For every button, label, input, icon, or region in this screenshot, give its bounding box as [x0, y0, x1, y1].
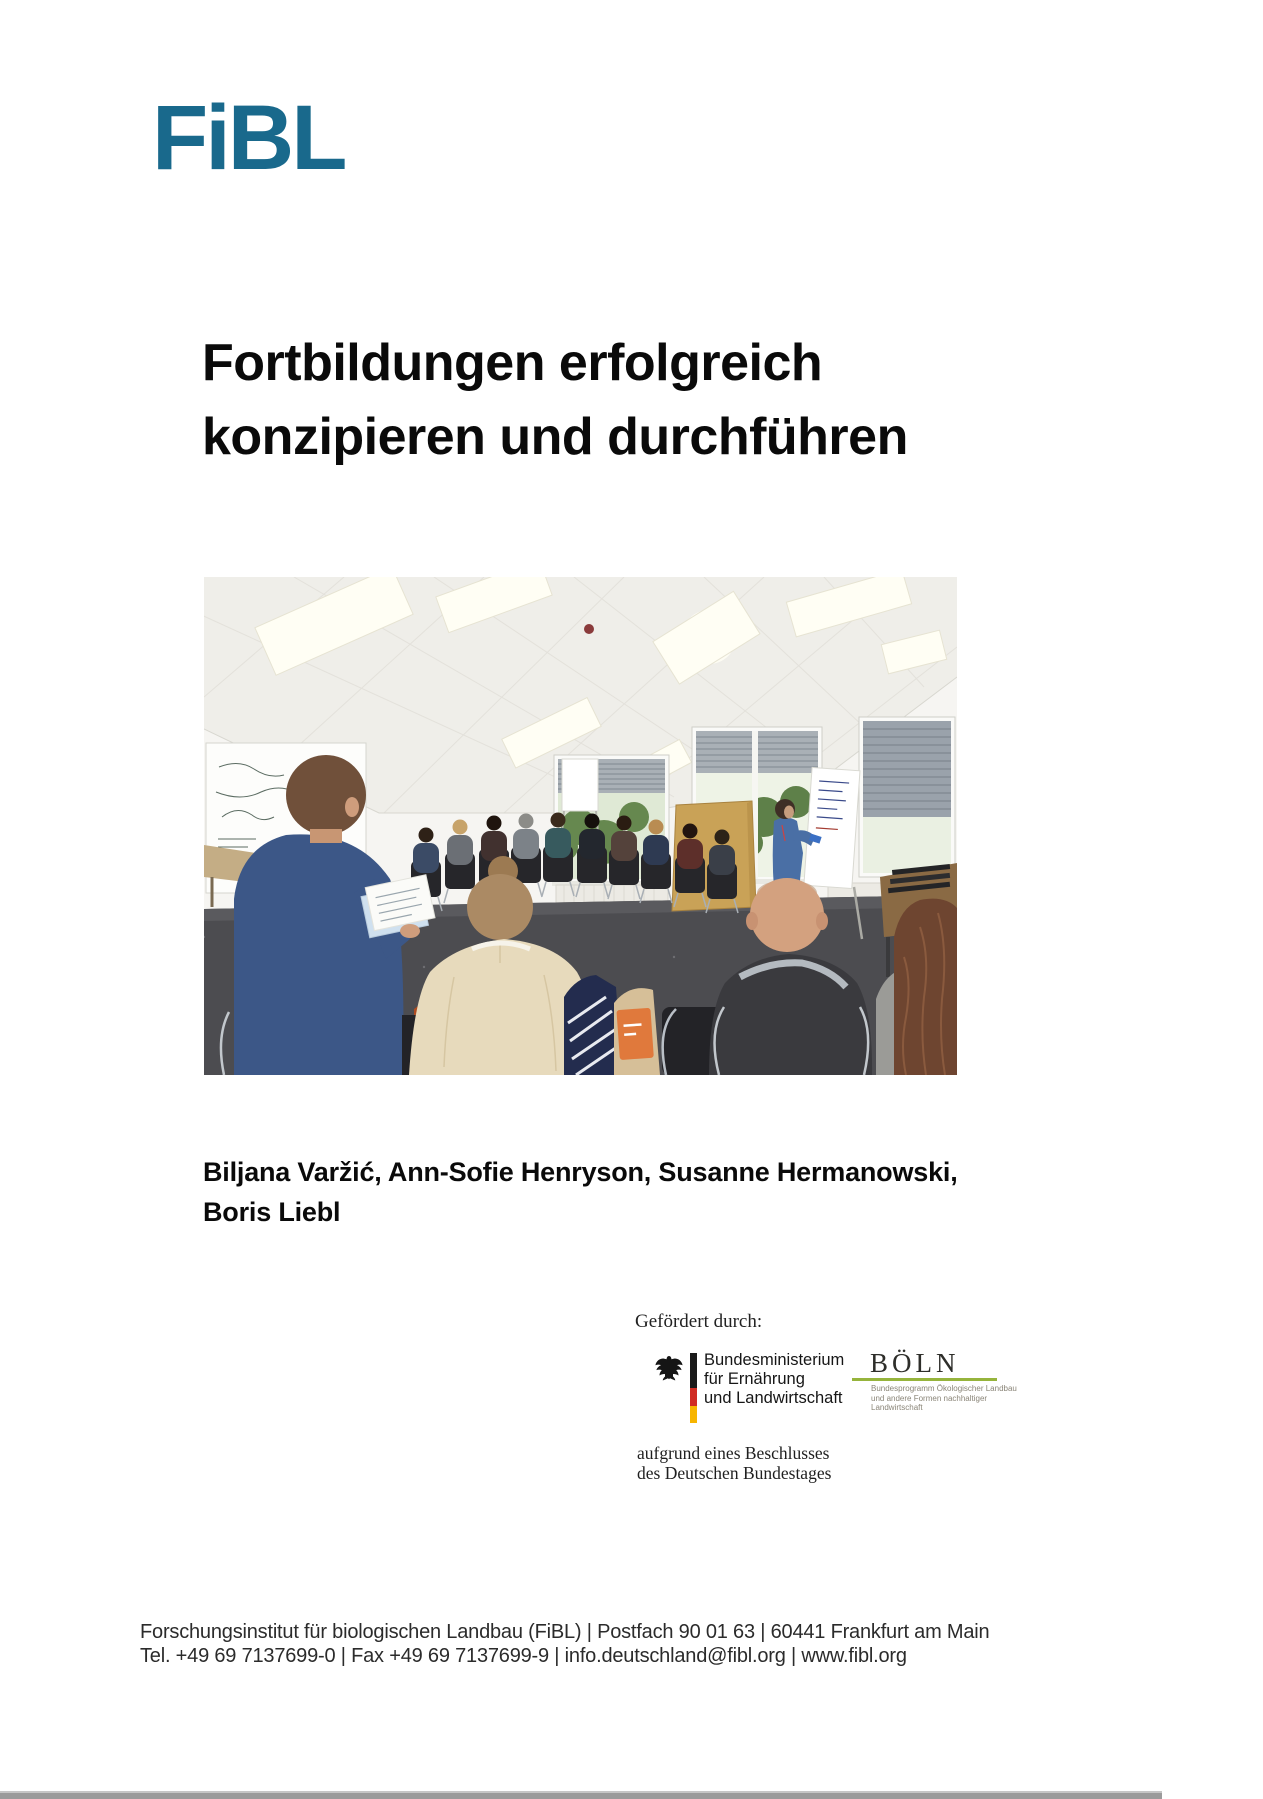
funding-heading: Gefördert durch: — [635, 1311, 763, 1332]
funding-note-line-1: aufgrund eines Beschlusses — [637, 1443, 830, 1463]
german-flag-stripe — [690, 1353, 697, 1423]
boeln-green-rule — [852, 1378, 997, 1381]
authors-line-1: Biljana Varžić, Ann-Sofie Henryson, Susanne Hermanowski, — [203, 1157, 958, 1187]
authors — [203, 1152, 958, 1232]
title-line-2: konzipieren und durchführen — [202, 408, 908, 466]
funding-note — [637, 1444, 831, 1483]
bmel-name-line-1: Bundesministerium — [704, 1351, 845, 1369]
footer-line-2: Tel. +49 69 7137699-0 | Fax +49 69 7137699-9 | info.deutschland@fibl.org | www.fibl.org — [140, 1645, 907, 1667]
boeln-subtitle-line-3: Landwirtschaft — [871, 1403, 923, 1412]
bmel-name-line-2: für Ernährung — [704, 1370, 805, 1388]
boeln-subtitle-line-2: und andere Formen nachhaltiger — [871, 1393, 988, 1403]
boeln-acronym: BÖLN — [870, 1348, 960, 1378]
footer-contact — [140, 1620, 989, 1668]
boeln-subtitle — [871, 1384, 1017, 1413]
bmel-name — [704, 1351, 844, 1408]
title-line-1: Fortbildungen erfolgreich — [202, 334, 823, 392]
fibl-logo: FiBL — [152, 87, 345, 189]
cover-photo — [204, 577, 957, 1075]
bottom-bar — [0, 1791, 1162, 1799]
funding-note-line-2: des Deutschen Bundestages — [637, 1462, 832, 1483]
federal-eagle-icon — [653, 1352, 685, 1384]
footer-line-1: Forschungsinstitut für biologischen Landbau (FiBL) | Postfach 90 01 63 | 60441 Frankfurt am Main — [140, 1621, 990, 1643]
authors-line-2: Boris Liebl — [203, 1197, 341, 1227]
boeln-subtitle-line-1: Bundesprogramm Ökologischer Landbau — [871, 1384, 1017, 1393]
page-title — [202, 326, 908, 474]
cover-photo-illustration — [204, 577, 957, 1075]
bmel-name-line-3: und Landwirtschaft — [704, 1389, 843, 1407]
